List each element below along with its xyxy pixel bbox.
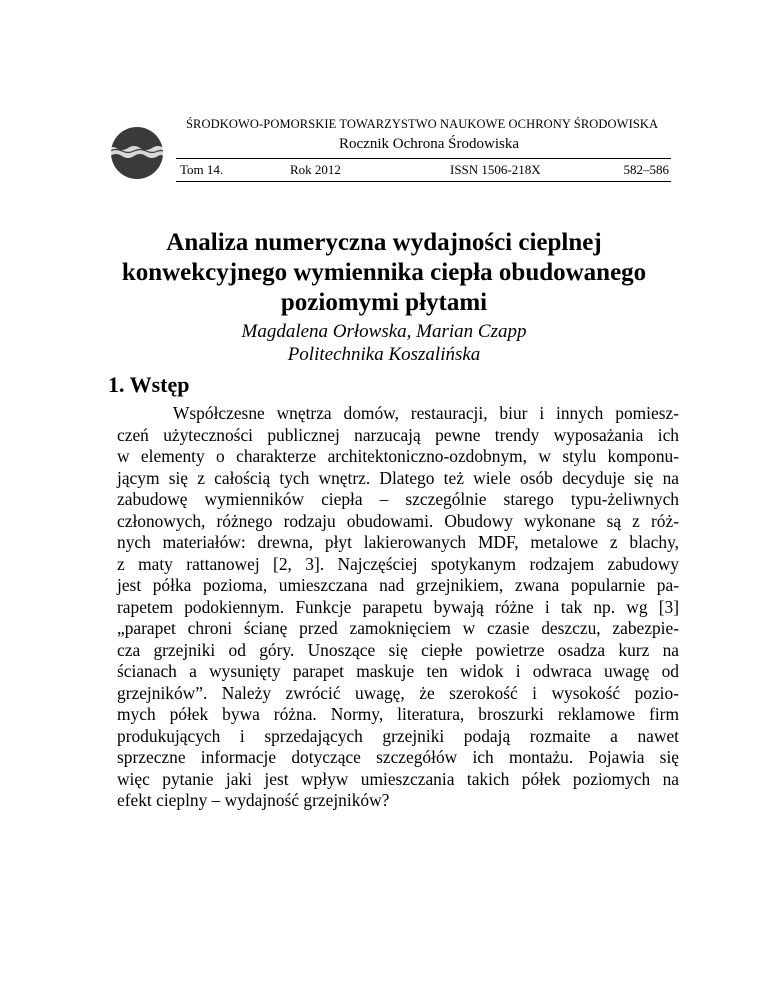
journal-name: Rocznik Ochrona Środowiska (339, 136, 519, 152)
year-label: Rok 2012 (290, 162, 341, 177)
paragraph-line: zabudowę wymienników ciepła – szczególnie starego typu-żeliwnych (117, 489, 679, 509)
article-title (100, 228, 668, 318)
paragraph-line: Współczesne wnętrza domów, restauracji, biur i innych pomiesz- (173, 403, 679, 423)
paragraph-line: w elementy o charakterze architektoniczno-ozdobnym, w stylu komponu- (117, 446, 679, 466)
authors-block (100, 320, 668, 366)
paragraph-line: jącym się z całością tych wnętrz. Dlatego też wiele osób decyduje się na (117, 467, 679, 488)
authors: Magdalena Orłowska, Marian Czapp (241, 321, 527, 342)
title-line: Analiza numeryczna wydajności cieplnej (166, 229, 602, 256)
publication-meta (176, 162, 671, 180)
title-line: poziomymi płytami (280, 289, 488, 316)
title-line: konwekcyjnego wymiennika ciepła obudowanego (121, 259, 647, 286)
paragraph-line: mych półek bywa różna. Normy, literatura, broszurki reklamowe firm (117, 704, 679, 724)
volume-label: Tom 14. (180, 162, 224, 177)
paragraph-line: produkujących i sprzedających grzejniki podają rozmaite a nawet (117, 725, 679, 746)
paragraph-line: „parapet chroni ścianę przed zamoknięciem w czasie deszczu, zabezpie- (117, 618, 679, 638)
paragraph-line: sprzeczne informacje dotyczące szczegółów ich montażu. Pojawia się (117, 747, 679, 767)
paragraph-line: rapetem podokiennym. Funkcje parapetu bywają różne i tak np. wg [3] (117, 596, 679, 617)
paragraph-line: nych materiałów: drewna, płyt lakierowanych MDF, metalowe z blachy, (117, 532, 679, 552)
issn-label: ISSN 1506-218X (450, 162, 541, 177)
paragraph-line: jest półka pozioma, umieszczana nad grzejnikiem, zwana popularnie pa- (117, 575, 679, 595)
society-name: ŚRODKOWO-POMORSKIE TOWARZYSTWO NAUKOWE OCHRONY ŚRODOWISKA (186, 117, 659, 131)
page-range: 582–586 (623, 162, 669, 177)
paragraph-line: członowych, różnego rodzaju obudowami. Obudowy wykonane są z róż- (117, 510, 679, 531)
paragraph-line: więc pytanie jaki jest wpływ umieszczania takich półek poziomych na (117, 768, 679, 789)
paragraph-line: czeń użyteczności publicznej narzucają pewne trendy wyposażania ich (117, 424, 679, 445)
affiliation: Politechnika Koszalińska (287, 344, 481, 365)
paragraph-line: efekt cieplny – wydajność grzejników? (117, 790, 390, 810)
paragraph-line: cza grzejniki od góry. Unoszące się ciepłe powietrze osadza kurz na (117, 639, 679, 660)
body-paragraph (117, 403, 679, 812)
header-rule-top (176, 158, 671, 159)
paragraph-line: ścianach a wysunięty parapet maskuje ten widok i odwraca uwagę od (117, 661, 679, 681)
water-globe-logo-icon (110, 126, 164, 180)
paragraph-line: z maty rattanowej [2, 3]. Najczęściej spotykanym rodzajem zabudowy (117, 553, 679, 574)
section-heading: 1. Wstęp (108, 372, 190, 397)
header-rule-bottom (176, 181, 671, 182)
paragraph-line: grzejników”. Należy zwrócić uwagę, że szerokość i wysokość pozio- (117, 682, 679, 703)
